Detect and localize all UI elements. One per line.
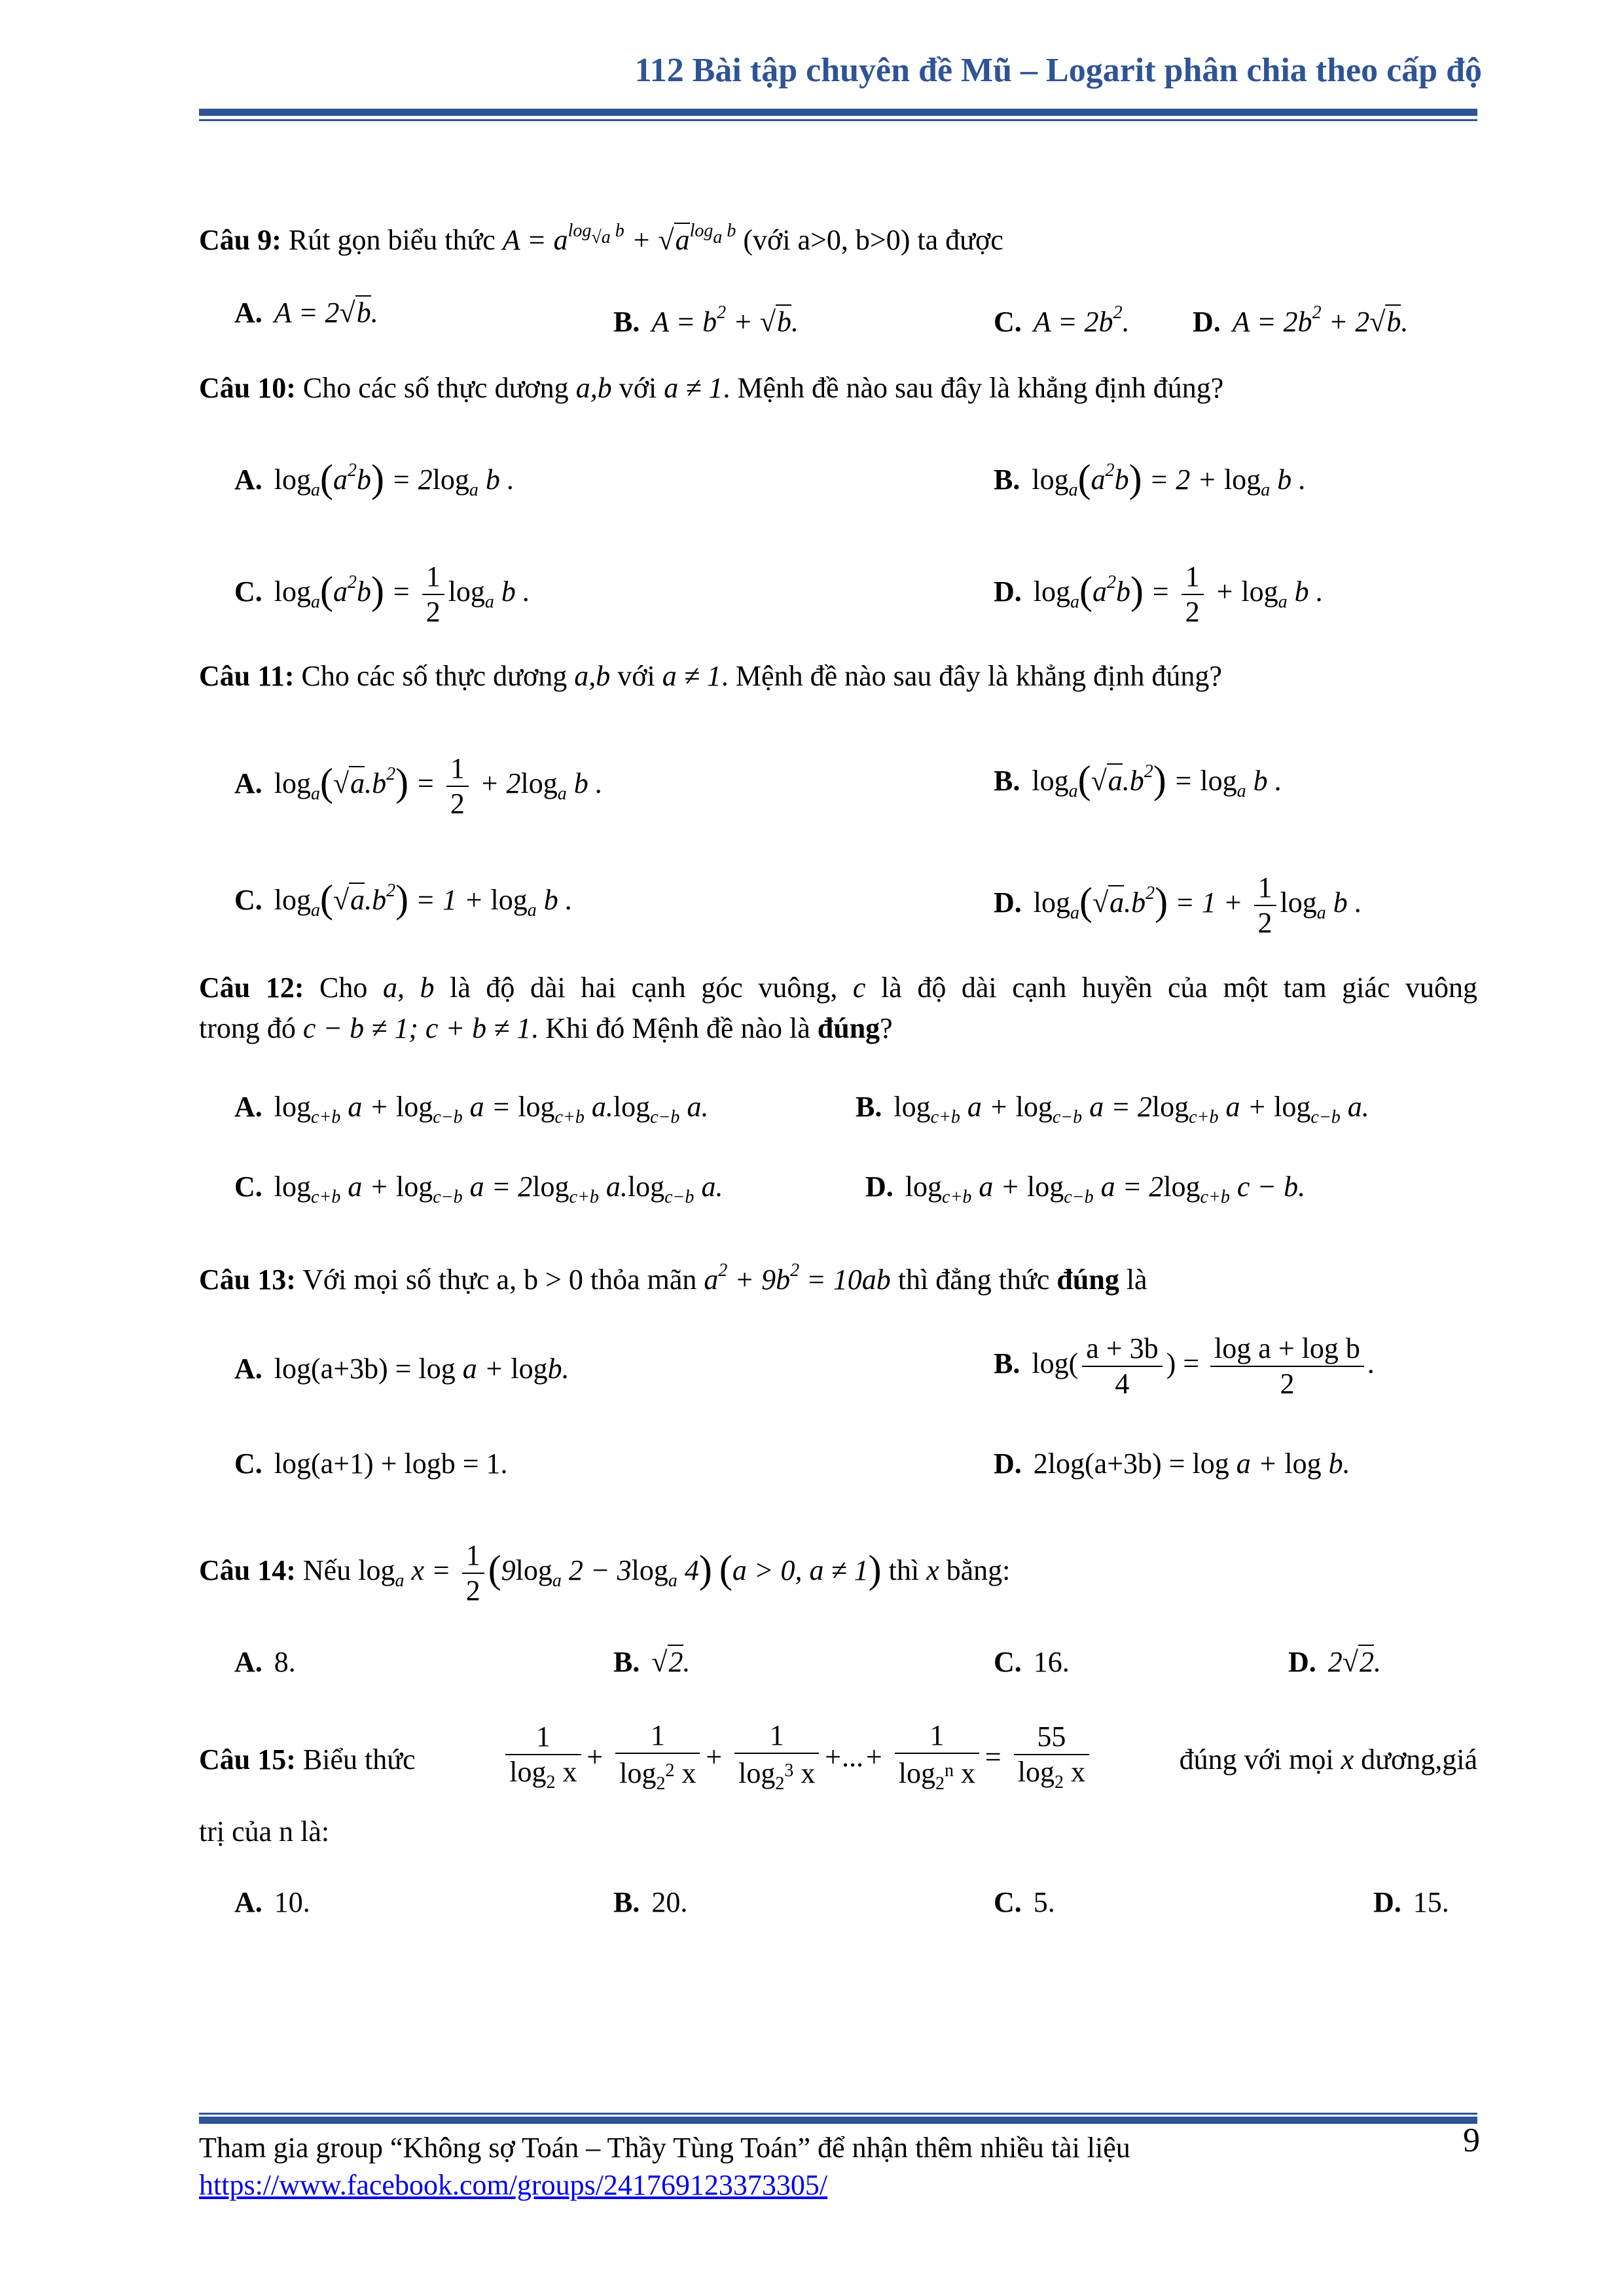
q15-option-a: A. 10. bbox=[234, 1886, 310, 1918]
page-number: 9 bbox=[1463, 2122, 1480, 2159]
q14-option-a: A. 8. bbox=[234, 1646, 296, 1678]
q10-option-b: B. $\log_a(a^2b) = 2 + \log_a b$ . bbox=[994, 457, 1307, 500]
q13-option-b: B. log( $\frac{a + 3b}{4}$ ) = $\frac{\text{log a + log b}}{2}$ . bbox=[994, 1332, 1375, 1400]
q9-label: Câu 9: bbox=[199, 224, 281, 256]
q15-expression: $\frac{1}{\log_2 x}$ + $\frac{1}{\log_{2^2} x}$ + $\frac{1}{\log_{2^3} x}$ +...+ $\frac{1}{\log_{2^n} x}$ = $\frac{55}{\log_2 x}$ bbox=[501, 1719, 1093, 1801]
q11-option-c: C. $\log_a(√a.b^2) = 1 + \log_a b$ . bbox=[234, 877, 573, 920]
q10-option-a: A. $\log_a(a^2b) = 2\log_a$ b . bbox=[234, 457, 514, 500]
header-rule-thin bbox=[199, 119, 1477, 121]
header-title: 112 Bài tập chuyên đề Mũ – Logarit phân chia theo cấp độ bbox=[634, 52, 1482, 89]
q9-option-b: B. $A = b^2 + √b$. bbox=[613, 302, 799, 338]
q9-cond: (với a>0, b>0) ta được bbox=[736, 224, 1003, 256]
q9-option-c: C. $A = 2b^2$. bbox=[994, 302, 1130, 338]
q11-option-b: B. $\log_a(√a.b^2) = \log_a b$ . bbox=[994, 758, 1282, 801]
q13-option-a: A. log(a+3b) = log a + logb. bbox=[234, 1353, 569, 1385]
question-14: Câu 14: Nếu $\log_a x$ = $\frac{1}{2}$ ($9\log_a$ $2 - 3\log_a$ 4) (a > 0, a ≠ 1) thì x bằng: bbox=[199, 1539, 1011, 1607]
q11-option-d: D. $\log_a(√a.b^2) = 1$ + $\frac{1}{2}$ $\log_a b$ . bbox=[994, 871, 1362, 939]
header-rule bbox=[199, 109, 1477, 116]
question-12: Câu 12: Cho a, b là độ dài hai cạnh góc vuông, c là độ dài cạnh huyền của một tam giác vuông trong đó c − b ≠ 1; c + b ≠ 1. Khi đó Mệnh đề nào là đúng? bbox=[199, 972, 1477, 1044]
q15-option-b: B. 20. bbox=[613, 1886, 688, 1918]
q9-option-d: D. $A = 2b^2 + 2√b$. bbox=[1193, 302, 1409, 338]
q14-option-c: C. 16. bbox=[994, 1646, 1070, 1678]
q12-option-c: C. $\log_{c+b} a + \log_{c-b} a = 2\log_{c+b}$ $a.\log_{c-b}$ a. bbox=[234, 1171, 723, 1207]
question-13: Câu 13: Với mọi số thực a, b > 0 thỏa mãn $a^2 + 9b^2 = 10ab$ thì đẳng thức đúng là bbox=[199, 1260, 1147, 1296]
q9-expression: $A = a^{log_{√a} b} + √a^{log_a b}$ bbox=[502, 221, 736, 256]
q15-option-c: C. 5. bbox=[994, 1886, 1055, 1918]
question-10: Câu 10: Cho các số thực dương a,b với a ≠ 1. Mệnh đề nào sau đây là khẳng định đúng? bbox=[199, 372, 1224, 404]
q14-option-d: D. 2√2. bbox=[1288, 1646, 1381, 1678]
question-15: Câu 15: Biểu thức $\frac{1}{\log_2 x}$ + $\frac{1}{\log_{2^2} x}$ + $\frac{1}{\log_{2^3} x}$ +...+ $\frac{1}{\log_{2^n} x}$ = $\frac{55}{\log_2 x}$ đúng với mọi x dương,giá trị của n là: bbox=[199, 1719, 1477, 1848]
footer-link[interactable]: https://www.facebook.com/groups/241769123373305/ bbox=[199, 2169, 828, 2201]
question-9 bbox=[199, 211, 1003, 261]
q12-option-a: A. $\log_{c+b} a + \log_{c-b} a = \log_{c+b} a.\log_{c-b}$ a. bbox=[234, 1091, 709, 1127]
q14-option-b: B. √2. bbox=[613, 1646, 691, 1678]
q10-option-c: C. $\log_a(a^2b)$ = $\frac{1}{2}$ $\log_a b$ . bbox=[234, 560, 530, 628]
q12-option-b: B. $\log_{c+b} a + \log_{c-b} a = 2\log_{c+b}$ $a + \log_{c-b} a$. bbox=[856, 1091, 1369, 1127]
q12-option-d: D. $\log_{c+b} a + \log_{c-b} a = 2\log_{c+b}$ c − b. bbox=[865, 1171, 1306, 1207]
footer-rule bbox=[199, 2117, 1477, 2124]
q11-option-a: A. $\log_a(√a.b^2)$ = $\frac{1}{2}$ + $2\log_a$ b . bbox=[234, 752, 603, 820]
q13-option-c: C. log(a+1) + logb = 1. bbox=[234, 1448, 508, 1480]
q13-option-d: D. 2log(a+3b) = log a + log b. bbox=[994, 1448, 1350, 1480]
q15-option-d: D. 15. bbox=[1373, 1886, 1449, 1918]
q10-option-d: D. $\log_a(a^2b)$ = $\frac{1}{2}$ + $\log_a b$ . bbox=[994, 560, 1324, 628]
q9-option-a: A. A = 2√b. bbox=[234, 297, 378, 329]
footer-text: Tham gia group “Không sợ Toán – Thầy Tùng Toán” để nhận thêm nhiều tài liệu bbox=[199, 2132, 1130, 2164]
q9-text: Rút gọn biểu thức bbox=[281, 224, 503, 256]
question-11: Câu 11: Cho các số thực dương a,b với a ≠ 1. Mệnh đề nào sau đây là khẳng định đúng? bbox=[199, 660, 1222, 692]
footer-rule-thin bbox=[199, 2113, 1477, 2115]
